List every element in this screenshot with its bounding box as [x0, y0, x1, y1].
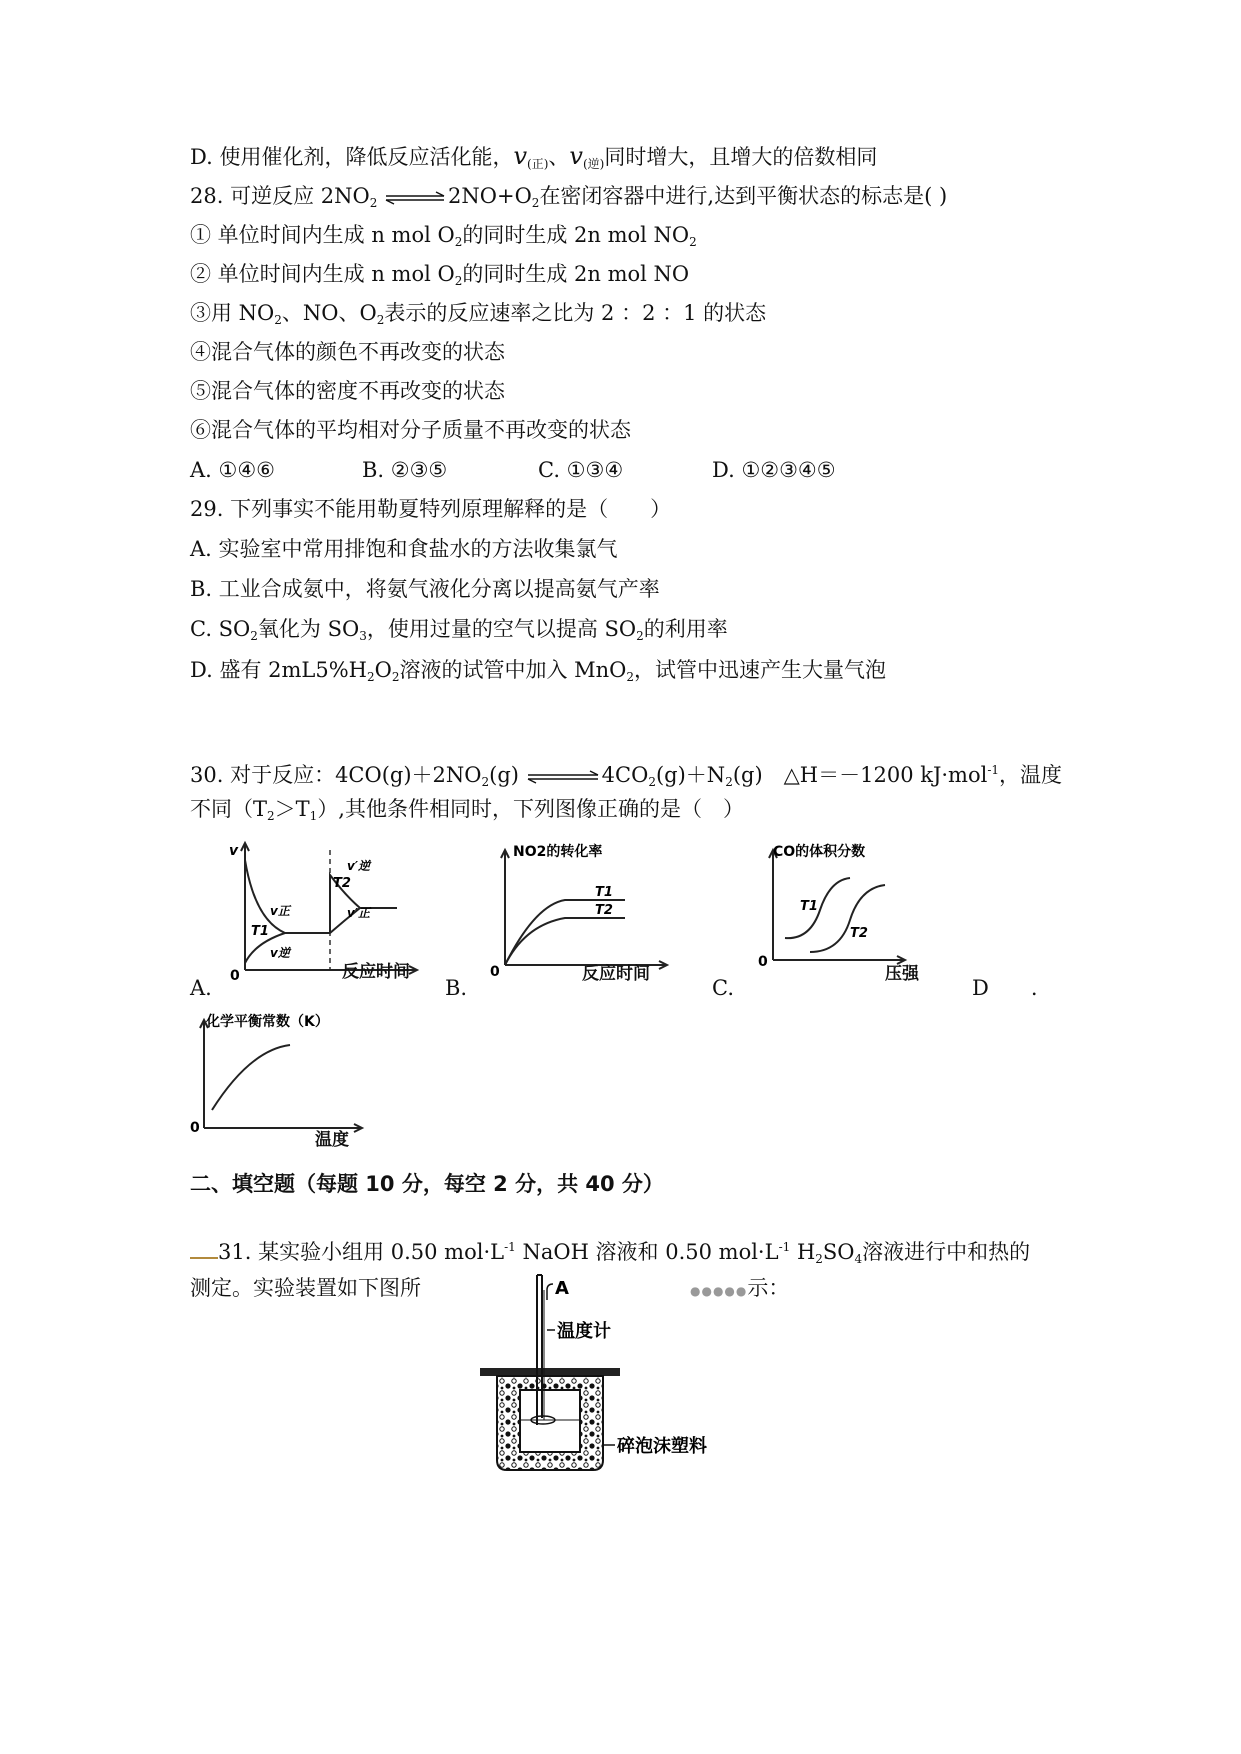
graph-c-t2: T2 — [850, 926, 868, 941]
graph-b-t1: T1 — [595, 885, 613, 900]
graph-a-x-label: 反应时间 — [342, 962, 410, 982]
q30-stem-line2: 不同$(T_2>T_1)$,其他条件相同时，下列图像正确的是（ ） — [190, 797, 744, 823]
q28-statement-5: ⑤混合气体的密度不再改变的状态 — [190, 379, 505, 403]
q29-option-b: B. 工业合成氨中，将氨气液化分离以提高氨气产率 — [190, 577, 660, 601]
q28-statement-2: ② 单位时间内生成 n mol $O_2$的同时生成 2n mol NO — [190, 262, 690, 288]
q28-option-b: B. ②③⑤ — [362, 458, 448, 482]
graph-a-vrev2: v′逆 — [347, 859, 370, 873]
graph-b-option-label: B. — [445, 976, 468, 1000]
q28-stem: 28. 可逆反应 $2NO_2$ $2NO+O_2$在密闭容器中进行,达到平衡状态的标志是( ) — [190, 184, 948, 210]
graph-c-origin: 0 — [758, 954, 768, 970]
graph-b-x-label: 反应时间 — [582, 964, 650, 984]
graph-b-origin: 0 — [490, 964, 500, 980]
q28-statement-3: ③用 $NO_2$、NO、$O_2$表示的反应速率之比为 2 ：2 ：1 的状态 — [190, 301, 767, 327]
reversible-arrow-icon — [526, 770, 602, 784]
graph-c-title: CO的体积分数 — [773, 844, 866, 860]
q28-option-a: A. ①④⑥ — [190, 458, 275, 482]
graph-c-x-label: 压强 — [885, 964, 919, 984]
q31-stem-line2-end: ●●●●●示： — [690, 1276, 790, 1300]
graph-a-vrev: v逆 — [270, 946, 290, 960]
q28-option-c: C. ①③④ — [538, 458, 624, 482]
graph-a-origin: 0 — [230, 968, 240, 984]
graph-a-vfwd2: v′正 — [347, 906, 370, 920]
graph-c-option-label: C. — [712, 976, 734, 1000]
lid — [480, 1368, 620, 1376]
graph-d-title: 化学平衡常数（K） — [206, 1014, 329, 1030]
section-heading: 二、填空题（每题 10 分，每空 2 分，共 40 分） — [190, 1172, 664, 1196]
q27-option-d: D. 使用催化剂，降低反应活化能，$v_{(正)}$、$v_{(逆)}$同时增大，且增大的倍数相同 — [190, 142, 878, 171]
q29-option-c: C. $SO_2$氧化为 $SO_3$，使用过量的空气以提高 $SO_2$的利用率 — [190, 617, 728, 643]
graph-c — [755, 840, 925, 970]
q29-option-a: A. 实验室中常用排饱和食盐水的方法收集氯气 — [190, 537, 618, 561]
q29-option-d: D. 盛有 $2mL5\%H_2O_2$溶液的试管中加入 MnO$_2$，试管中迅速产生大量气泡 — [190, 658, 887, 684]
graph-b-t2: T2 — [595, 903, 613, 918]
q30-stem: 30. 对于反应：$4CO(g)+2NO_2(g)$ $4CO_2(g)+N_2(g)$ △H＝－1200 kJ·mol$^{-1}$，温度 — [190, 763, 1063, 789]
graph-a-y-label: v — [229, 843, 239, 859]
graph-c-t1: T1 — [800, 899, 818, 914]
label-thermometer: 温度计 — [557, 1321, 611, 1342]
q31-stem-line2: 测定。实验装置如下图所 — [190, 1276, 421, 1300]
q28-statement-1: ① 单位时间内生成 n mol $O_2$的同时生成 2n mol $NO_2$ — [190, 223, 697, 249]
label-a: A — [555, 1278, 569, 1299]
graph-a-vfwd: v正 — [270, 904, 290, 918]
graph-a-option-label: A. — [190, 976, 212, 1000]
q28-option-d: D. ①②③④⑤ — [712, 458, 836, 482]
graph-d-option-label: D . — [972, 976, 1038, 1000]
calorimeter-diagram — [475, 1270, 735, 1480]
graph-b-title: NO2的转化率 — [513, 844, 603, 860]
graph-a-t1: T1 — [251, 924, 269, 939]
q29-stem: 29. 下列事实不能用勒夏特列原理解释的是（ ） — [190, 497, 672, 521]
underline-mark — [190, 1243, 218, 1259]
q28-statement-4: ④混合气体的颜色不再改变的状态 — [190, 340, 505, 364]
q31-stem: 31. 某实验小组用 0.50 $mol\cdot L^{-1}$ NaOH 溶液和 0.50 $mol\cdot L^{-1}$ $H_2SO_4$溶液进行中和热的 — [190, 1233, 1030, 1273]
graph-d-origin: 0 — [190, 1120, 200, 1136]
graph-a-t2: T2 — [333, 876, 351, 891]
label-foam: 碎泡沫塑料 — [617, 1436, 707, 1457]
graph-d-x-label: 温度 — [315, 1130, 349, 1150]
graph-d — [190, 1010, 390, 1140]
q28-statement-6: ⑥混合气体的平均相对分子质量不再改变的状态 — [190, 418, 631, 442]
graph-b — [485, 840, 675, 980]
reversible-arrow-icon — [384, 191, 448, 205]
inner-beaker — [520, 1390, 580, 1452]
